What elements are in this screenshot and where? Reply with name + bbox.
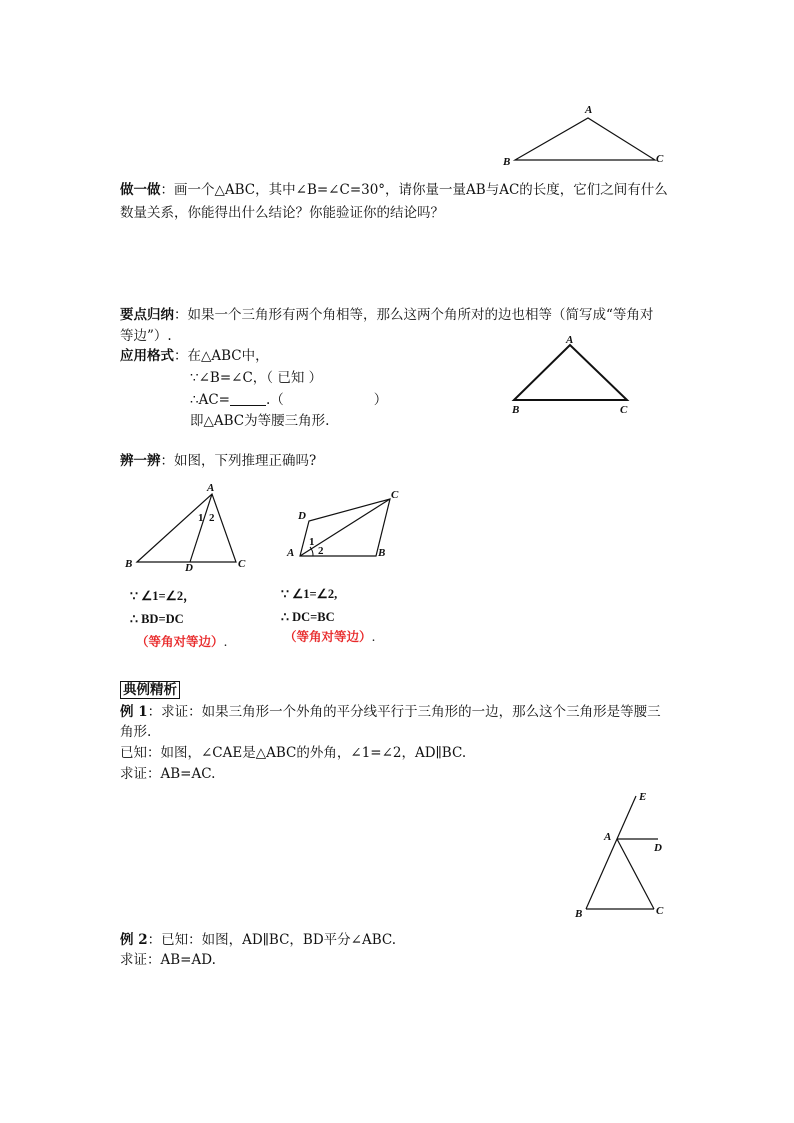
figure-triangle-isosceles [511, 334, 628, 416]
label-A: A [566, 334, 574, 346]
discern-text: ：如图，下列推理正确吗? [160, 453, 317, 469]
right-reason-2: ∴ DC=BC [281, 610, 335, 624]
format-text-3c: ） [373, 392, 388, 408]
label-B: B [125, 558, 133, 570]
ex1-label: 例 1 [120, 704, 148, 720]
format-text-3a: ∴AC= [190, 392, 230, 408]
activity-text-1: ：画一个△ABC，其中∠B=∠C=30°，请你量一量AB与AC的长度，它们之间有什么 [160, 182, 668, 198]
label-B: B [378, 547, 386, 559]
label-B: B [503, 156, 511, 168]
label-D: D [654, 842, 662, 854]
label-C: C [391, 489, 399, 501]
summary-text-1: ：如果一个三角形有两个角相等，那么这两个角所对的边也相等（简写成“等角对 [174, 307, 654, 323]
right-reason-end: . [371, 629, 376, 644]
figure-triangle-30deg [502, 104, 664, 168]
label-C: C [238, 558, 246, 570]
discern-line [120, 452, 316, 470]
format-line-1 [120, 347, 269, 365]
left-reason-3 [136, 633, 228, 651]
format-line-2: ∵∠B=∠C，（ 已知 ） [190, 370, 323, 386]
activity-line-1 [120, 181, 668, 199]
format-line-3 [190, 391, 387, 409]
label-D: D [185, 562, 193, 574]
label-C: C [656, 153, 664, 165]
label-angle-1: 1 [309, 536, 315, 548]
activity-label: 做一做 [120, 182, 161, 198]
summary-label: 要点归纳 [120, 307, 174, 323]
label-angle-1: 1 [198, 512, 204, 524]
label-D: D [298, 510, 306, 522]
ex1-line-1 [120, 703, 661, 721]
left-reason-red: （等角对等边） [136, 634, 224, 649]
left-reason-1: ∵ ∠1=∠2， [130, 589, 196, 603]
label-E: E [639, 791, 647, 803]
section-title-text: 典例精析 [120, 681, 180, 699]
label-C: C [656, 905, 664, 917]
ex1-text-1: ：求证：如果三角形一个外角的平分线平行于三角形的一边，那么这个三角形是等腰三 [147, 704, 661, 720]
ex1-line-3: 已知：如图，∠CAE是△ABC的外角，∠1=∠2，AD∥BC. [120, 745, 467, 761]
label-angle-2: 2 [209, 512, 215, 524]
format-label: 应用格式 [120, 348, 174, 364]
left-reason-2: ∴ BD=DC [130, 612, 184, 626]
section-title [120, 681, 180, 699]
ex2-label: 例 2 [120, 932, 148, 948]
label-B: B [575, 908, 583, 920]
ex1-line-2: 角形. [120, 724, 152, 740]
format-line-4: 即△ABC为等腰三角形. [190, 413, 330, 429]
ex2-text-1: ：已知：如图，AD∥BC，BD平分∠ABC. [147, 932, 397, 948]
summary-line-1 [120, 306, 653, 324]
left-reason-end: . [223, 634, 228, 649]
label-A: A [287, 547, 295, 559]
discern-label: 辨一辨 [120, 453, 161, 469]
label-angle-2: 2 [318, 545, 324, 557]
label-B: B [512, 404, 520, 416]
answer-blank[interactable] [230, 393, 266, 406]
summary-line-2: 等边”）. [120, 328, 172, 344]
ex2-line-2: 求证：AB=AD. [120, 952, 216, 968]
activity-line-2: 数量关系，你能得出什么结论？你能验证你的结论吗？ [120, 205, 444, 221]
format-text-3b: .（ [265, 392, 284, 408]
right-reason-3 [284, 628, 376, 646]
right-reason-1: ∵ ∠1=∠2, [281, 587, 338, 601]
ex1-line-4: 求证：AB=AC. [120, 766, 216, 782]
format-text-1: ：在△ABC中， [174, 348, 269, 364]
label-A: A [207, 482, 215, 494]
figure-left-triangle [124, 482, 246, 574]
ex2-line-1 [120, 931, 396, 949]
label-C: C [620, 404, 628, 416]
figure-exterior-angle [574, 791, 664, 920]
label-A: A [585, 104, 593, 116]
label-A: A [604, 831, 612, 843]
right-reason-red: （等角对等边） [284, 629, 372, 644]
figure-quadrilateral [286, 489, 399, 559]
